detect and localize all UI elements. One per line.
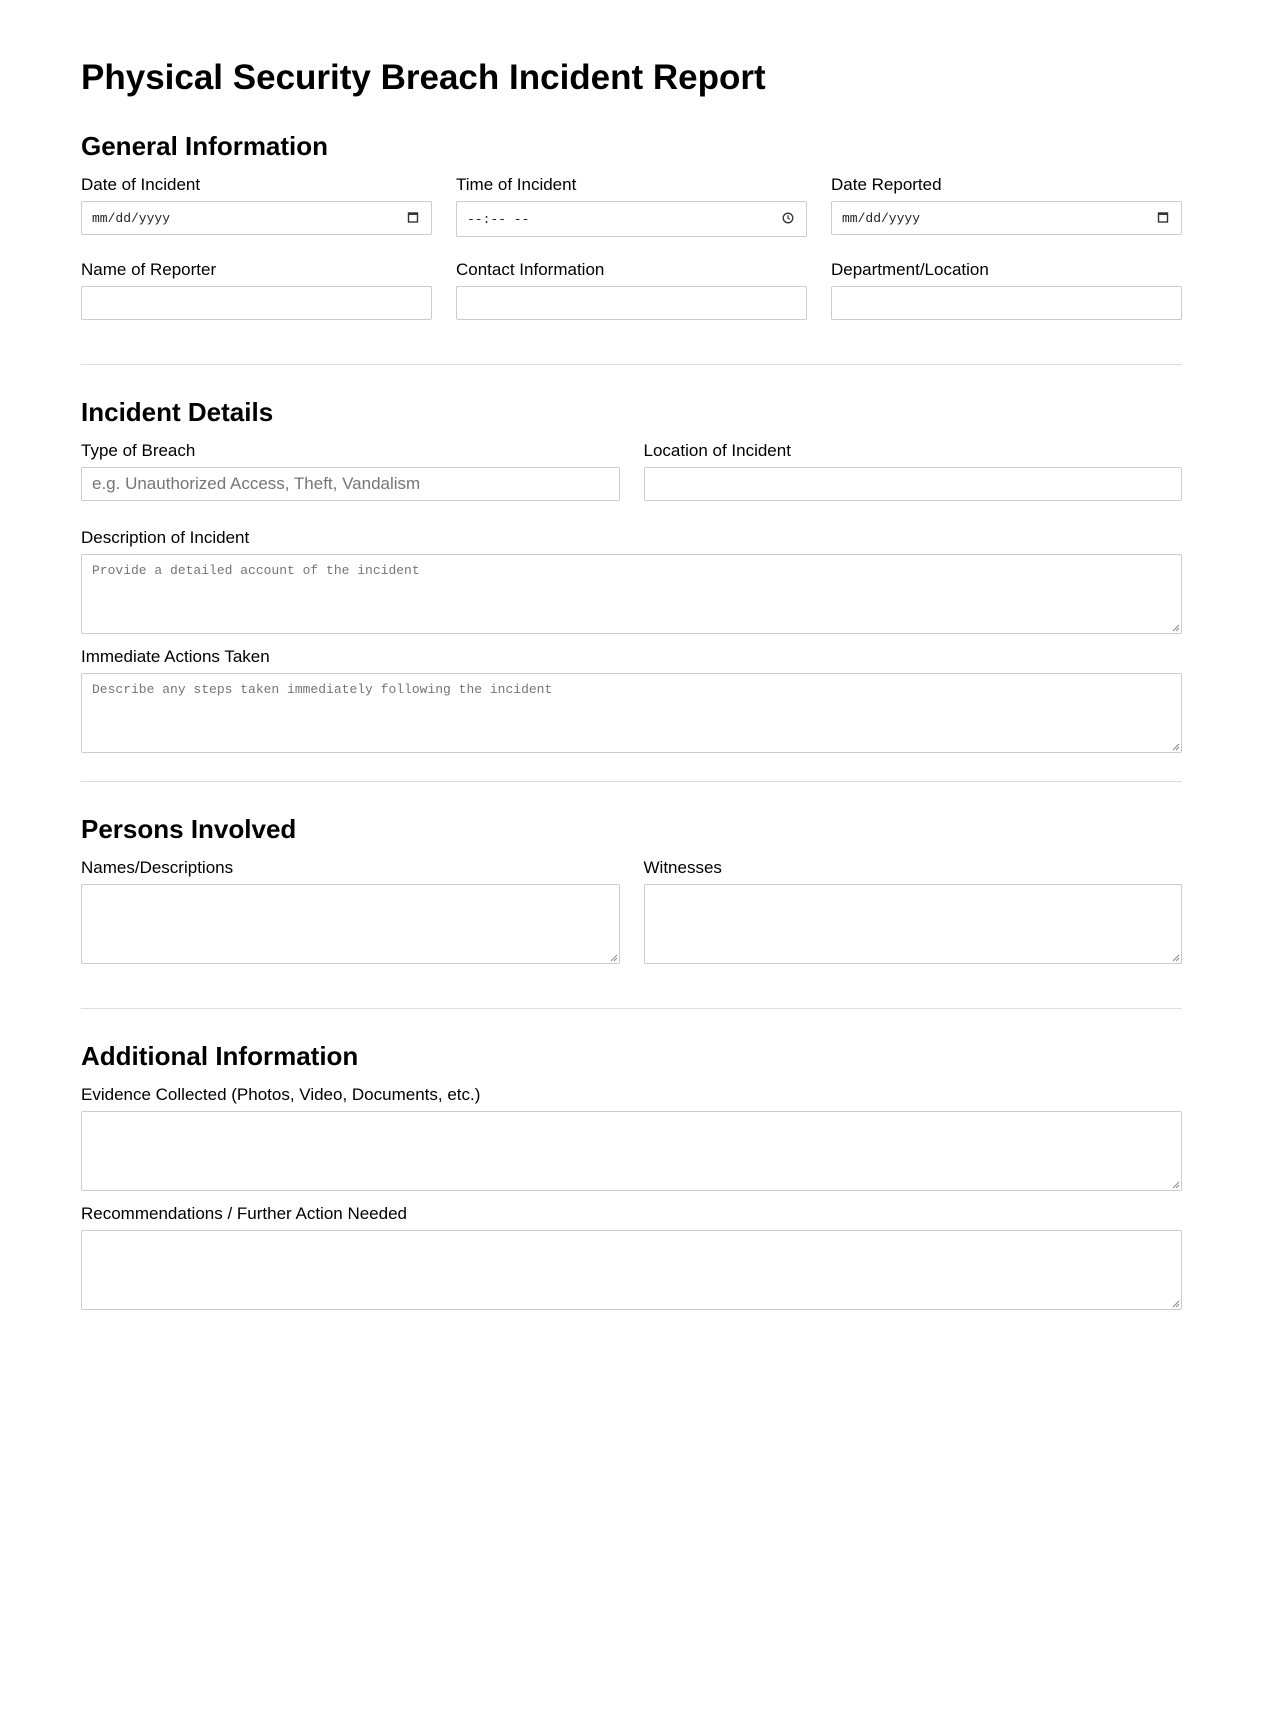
- recommendations-label: Recommendations / Further Action Needed: [81, 1204, 408, 1223]
- time-placeholder: --:-- --: [467, 211, 530, 227]
- immediate-actions-label: Immediate Actions Taken: [81, 647, 270, 666]
- location-of-incident-label: Location of Incident: [643, 441, 791, 460]
- contact-information-group: [456, 260, 807, 320]
- department-location-label: Department/Location: [831, 260, 989, 279]
- resize-handle-icon[interactable]: [1170, 1298, 1180, 1308]
- type-of-breach-placeholder: e.g. Unauthorized Access, Theft, Vandalism: [92, 474, 421, 493]
- department-location-input[interactable]: [831, 286, 1182, 320]
- page-title: Physical Security Breach Incident Report: [81, 58, 766, 97]
- date-placeholder: mm/dd/yyyy: [842, 210, 921, 226]
- date-placeholder: mm/dd/yyyy: [92, 210, 171, 226]
- type-of-breach-group: [81, 441, 620, 501]
- date-reported-group: [831, 175, 1182, 237]
- calendar-icon[interactable]: [1157, 208, 1169, 228]
- evidence-label: Evidence Collected (Photos, Video, Documents, etc.): [81, 1085, 481, 1104]
- time-of-incident-label: Time of Incident: [456, 175, 577, 194]
- contact-information-input[interactable]: [456, 286, 807, 320]
- name-of-reporter-group: [81, 260, 432, 320]
- section-heading: Persons Involved: [81, 814, 297, 844]
- immediate-actions-group: [81, 647, 1182, 753]
- section-additional-information: [81, 1009, 1182, 1310]
- location-of-incident-group: [644, 441, 1183, 501]
- calendar-icon[interactable]: [407, 208, 419, 228]
- type-of-breach-label: Type of Breach: [81, 441, 196, 460]
- date-of-incident-group: [81, 175, 432, 237]
- general-row-1: [81, 175, 1182, 267]
- witnesses-group: [644, 858, 1183, 964]
- resize-handle-icon[interactable]: [1170, 1179, 1180, 1189]
- location-of-incident-input[interactable]: [644, 467, 1183, 501]
- immediate-actions-placeholder: Describe any steps taken immediately following the incident: [92, 682, 553, 697]
- date-reported-label: Date Reported: [831, 175, 942, 194]
- section-heading: General Information: [81, 131, 329, 161]
- resize-handle-icon[interactable]: [1170, 622, 1180, 632]
- section-heading: Additional Information: [81, 1041, 359, 1071]
- evidence-group: [81, 1085, 1182, 1191]
- section-incident-details: [81, 365, 1182, 753]
- recommendations-group: [81, 1204, 1182, 1310]
- date-of-incident-label: Date of Incident: [81, 175, 201, 194]
- incident-report-form: [81, 0, 1182, 1310]
- time-of-incident-input[interactable]: [456, 201, 807, 237]
- names-descriptions-label: Names/Descriptions: [81, 858, 234, 877]
- immediate-actions-textarea[interactable]: [81, 673, 1182, 753]
- incident-row-1: [81, 441, 1182, 531]
- witnesses-label: Witnesses: [643, 858, 722, 877]
- witnesses-textarea[interactable]: [644, 884, 1183, 964]
- description-label: Description of Incident: [81, 528, 250, 547]
- time-of-incident-group: [456, 175, 807, 237]
- section-heading: Incident Details: [81, 397, 274, 427]
- resize-handle-icon[interactable]: [1170, 952, 1180, 962]
- general-row-2: [81, 260, 1182, 364]
- section-persons-involved: [81, 782, 1182, 1008]
- description-group: [81, 528, 1182, 634]
- names-descriptions-textarea[interactable]: [81, 884, 620, 964]
- date-of-incident-input[interactable]: [81, 201, 432, 235]
- department-location-group: [831, 260, 1182, 320]
- resize-handle-icon[interactable]: [1170, 741, 1180, 751]
- section-general-information: [81, 131, 1182, 364]
- recommendations-textarea[interactable]: [81, 1230, 1182, 1310]
- names-descriptions-group: [81, 858, 620, 964]
- type-of-breach-input[interactable]: [81, 467, 620, 501]
- description-placeholder: Provide a detailed account of the incident: [92, 563, 420, 578]
- persons-row: [81, 858, 1182, 1008]
- name-of-reporter-label: Name of Reporter: [81, 260, 217, 279]
- evidence-textarea[interactable]: [81, 1111, 1182, 1191]
- date-reported-input[interactable]: [831, 201, 1182, 235]
- contact-information-label: Contact Information: [456, 260, 605, 279]
- clock-icon[interactable]: [782, 209, 794, 229]
- description-textarea[interactable]: [81, 554, 1182, 634]
- resize-handle-icon[interactable]: [608, 952, 618, 962]
- name-of-reporter-input[interactable]: [81, 286, 432, 320]
